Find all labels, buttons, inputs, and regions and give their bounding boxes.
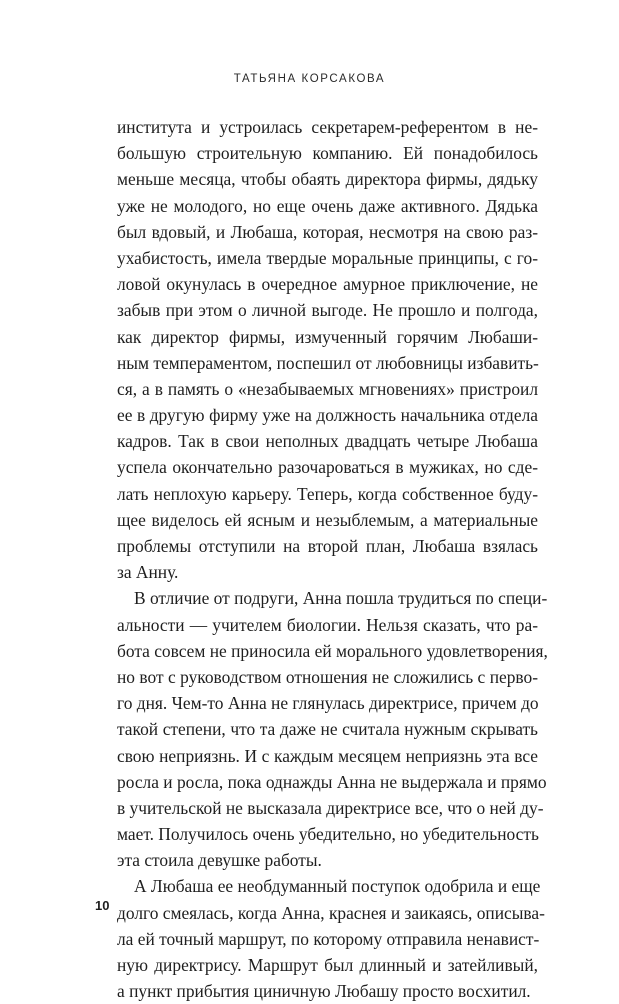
text-line: лать неплохую карьеру. Теперь, когда собственное буду- [117, 483, 538, 504]
paragraph-last-line: а пункт прибытия циничную Любашу просто восхитил. [117, 981, 531, 1002]
text-line: бота совсем не приносила ей морального удовлетворения, [117, 640, 548, 661]
text-line: уже не молодого, но еще очень даже активного. Дядька [117, 195, 538, 216]
text-line: проблемы отступили на второй план, Любаша взялась [117, 536, 538, 556]
running-head: ТАТЬЯНА КОРСАКОВА [233, 73, 386, 85]
text-line: альности — учителем биологии. Нельзя сказать, что ра- [117, 614, 538, 635]
text-line: долго смеялась, когда Анна, краснея и заикаясь, описыва- [117, 902, 545, 923]
text-line: был вдовый, и Любаша, которая, несмотря на свою раз- [117, 221, 538, 242]
text-line: но вот с руководством отношения не сложились с перво- [117, 666, 538, 687]
text-line: ее в другую фирму уже на должность начальника отдела [117, 405, 538, 426]
text-line: росла и росла, пока однажды Анна не выдержала и прямо [117, 771, 547, 792]
page-number: 10 [95, 898, 110, 913]
text-line: мает. Получилось очень убедительно, но убедительность [117, 824, 539, 845]
text-line: ную директрису. Маршрут был длинный и затейливый, [117, 955, 538, 975]
text-line: меньше месяца, чтобы обаять директора фирмы, дядьку [117, 169, 538, 190]
text-line: свою неприязнь. И с каждым месяцем неприязнь эта все [117, 745, 538, 766]
text-line: института и устроилась секретарем-референтом в не- [117, 117, 538, 137]
text-line: забыв при этом о личной выгоде. Не прошло и полгода, [117, 300, 538, 321]
text-line: ухабистость, имела твердые моральные принципы, с го- [117, 247, 538, 268]
text-line: ловой окунулась в очередное амурное приключение, не [117, 274, 538, 295]
text-line: щее виделось ей ясным и незыблемым, а материальные [117, 509, 538, 530]
text-line: ся, а в память о «незабываемых мгновениях» пристроил [117, 378, 538, 399]
paragraph-last-line: за Анну. [117, 562, 179, 583]
text-line: ла ей точный маршрут, по которому отправила ненавист- [117, 928, 540, 949]
text-line: такой степени, что та даже не считала нужным скрывать [117, 719, 538, 740]
text-line: успела окончательно разочароваться в мужиках, но сде- [117, 457, 538, 478]
body-text [117, 114, 548, 1004]
text-line: как директор фирмы, измученный горячим Любаши- [117, 326, 538, 347]
text-line: кадров. Так в свои неполных двадцать четыре Любаша [117, 431, 538, 452]
text-line: го дня. Чем-то Анна не глянулась директрисе, причем до [117, 693, 539, 714]
paragraph-first-line: В отличие от подруги, Анна пошла трудиться по специ- [134, 588, 548, 609]
text-line: большую строительную компанию. Ей понадобилось [117, 143, 538, 164]
text-line: в учительской не высказала директрисе все, что о ней ду- [117, 797, 544, 818]
text-line: ным темпераментом, поспешил от любовницы избавить- [117, 352, 539, 373]
paragraph-first-line: А Любаша ее необдуманный поступок одобрила и еще [134, 876, 541, 897]
paragraph-last-line: эта стоила девушке работы. [117, 850, 322, 871]
